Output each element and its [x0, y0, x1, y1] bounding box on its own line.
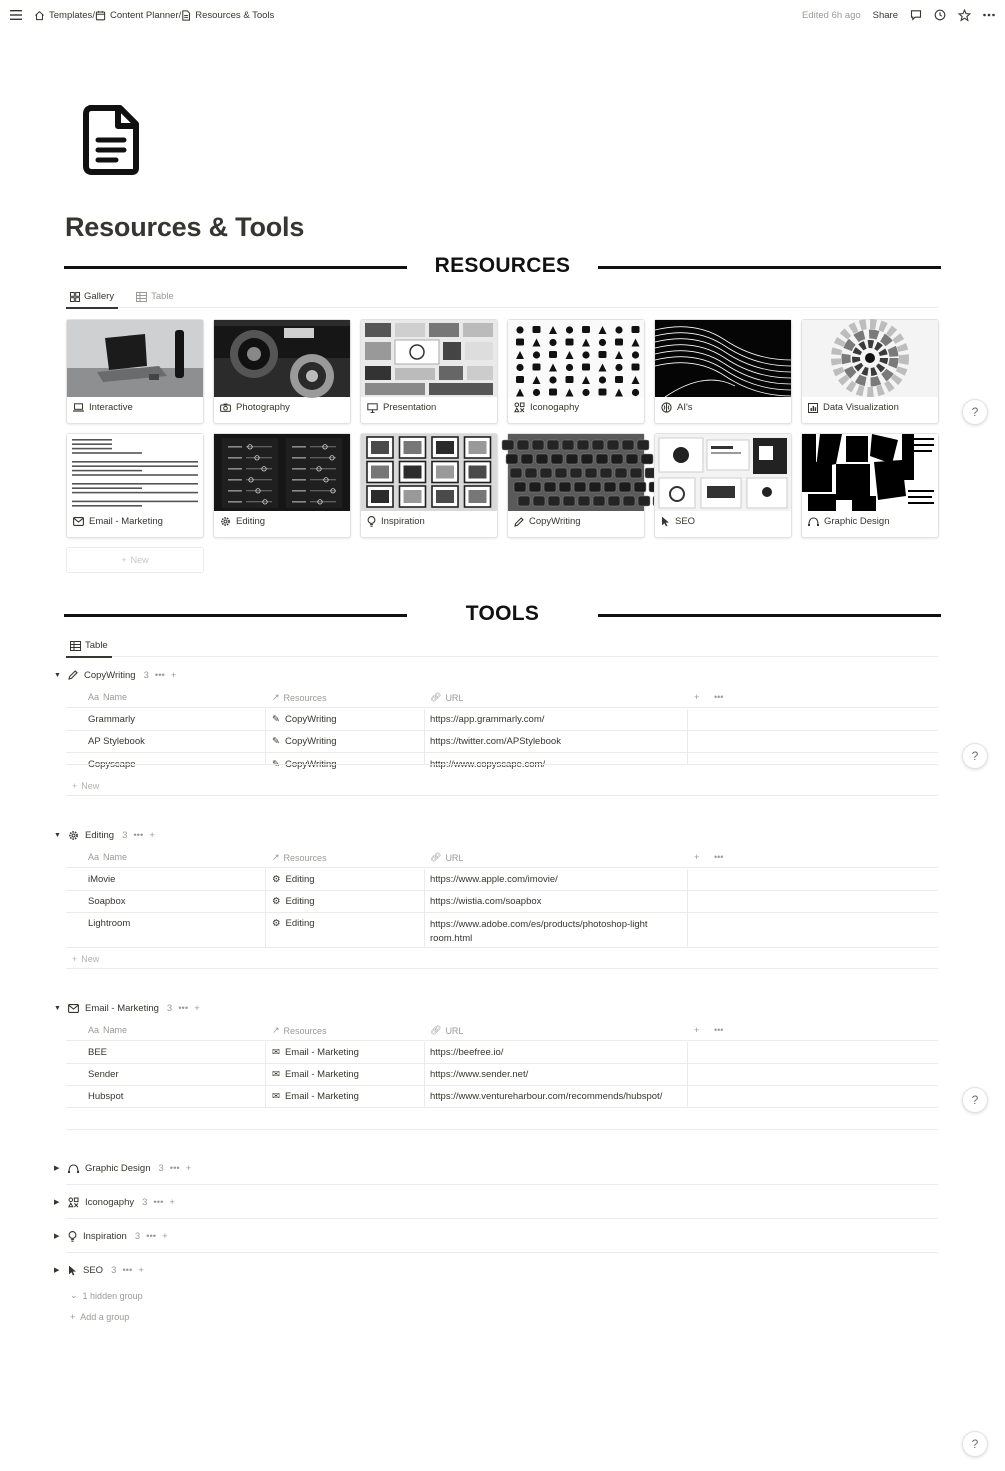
- gallery-icon: [70, 292, 80, 302]
- pencil-icon: [68, 670, 78, 680]
- relation-arrow-icon: ↗: [272, 852, 280, 862]
- column-header-row: [66, 688, 938, 708]
- plus-icon: +: [72, 780, 78, 791]
- new-label: New: [81, 780, 100, 791]
- gear-icon: [68, 830, 79, 841]
- card-label: Interactive: [89, 402, 133, 413]
- table-row[interactable]: [66, 753, 938, 764]
- edited-status: Edited 6h ago: [802, 9, 861, 21]
- group-name: Iconogaphy: [85, 1196, 135, 1208]
- group-header-iconography[interactable]: [54, 1193, 175, 1211]
- add-group-label: Add a group: [80, 1312, 130, 1322]
- card-cover-image: [802, 320, 938, 397]
- topbar-actions: [802, 0, 995, 30]
- group-name: SEO: [83, 1264, 104, 1276]
- cell-url[interactable]: https://app.grammarly.com/: [430, 714, 545, 725]
- table-icon: [70, 641, 81, 651]
- more-icon[interactable]: •••: [714, 1025, 724, 1035]
- breadcrumb-resources-tools[interactable]: [178, 9, 275, 21]
- cell-resource[interactable]: [272, 736, 337, 747]
- collapse-triangle-icon[interactable]: ▼: [54, 1004, 61, 1012]
- expand-triangle-icon[interactable]: ▶: [54, 1267, 60, 1274]
- text-property-icon: Aa: [88, 692, 100, 702]
- document-icon[interactable]: [82, 104, 142, 176]
- help-button[interactable]: ?: [962, 1431, 988, 1457]
- link-icon: 🔗︎: [430, 692, 442, 702]
- card-label: Data Visualization: [823, 402, 899, 413]
- card-label: Photography: [236, 402, 290, 413]
- bezier-icon: [808, 517, 819, 526]
- icon-grid-icon: [68, 1197, 79, 1208]
- gallery-card-graphic-design[interactable]: [801, 433, 939, 538]
- tools-view-tabs: [66, 635, 938, 657]
- add-icon[interactable]: +: [194, 1002, 200, 1014]
- divider-line: [598, 266, 941, 269]
- group-count: 3: [111, 1264, 117, 1276]
- group-header-seo[interactable]: [54, 1261, 144, 1279]
- resource-label: Email - Marketing: [284, 1047, 359, 1058]
- pencil-icon: ✎: [272, 714, 280, 725]
- collapse-triangle-icon[interactable]: ▼: [54, 831, 61, 839]
- breadcrumb: [34, 10, 274, 21]
- group-header-graphic-design[interactable]: [54, 1159, 191, 1177]
- help-button[interactable]: ?: [962, 399, 988, 425]
- cell-name[interactable]: AP Stylebook: [88, 736, 145, 747]
- column-divider: [424, 869, 425, 948]
- add-icon[interactable]: +: [169, 1196, 175, 1208]
- group-count: 3: [134, 1230, 141, 1242]
- relation-arrow-icon: ↗: [272, 692, 280, 702]
- expand-triangle-icon[interactable]: ▶: [54, 1233, 60, 1240]
- plus-icon: +: [72, 953, 78, 964]
- card-label: CopyWriting: [529, 516, 581, 527]
- column-divider: [424, 709, 425, 764]
- card-cover-image: [655, 320, 791, 397]
- mail-icon: ✉: [272, 1091, 280, 1102]
- column-divider: [265, 869, 266, 948]
- plus-icon: +: [121, 555, 127, 565]
- column-resources[interactable]: [272, 692, 327, 703]
- mail-icon: [73, 517, 84, 526]
- cell-url[interactable]: https://twitter.com/APStylebook: [430, 736, 561, 747]
- group-header-copywriting[interactable]: [54, 666, 176, 684]
- gallery-card-iconography[interactable]: [507, 319, 645, 424]
- cell-url[interactable]: https://beefree.io/: [430, 1047, 504, 1058]
- column-label: Resources: [283, 1025, 327, 1036]
- cell-url[interactable]: https://www.adobe.com/es/products/photoshop-lightroom.html: [430, 919, 648, 944]
- divider: [66, 1252, 938, 1253]
- divider: [66, 1218, 938, 1219]
- cell-resource[interactable]: [272, 714, 337, 725]
- expand-triangle-icon[interactable]: ▶: [54, 1165, 60, 1172]
- more-icon[interactable]: [983, 13, 995, 17]
- card-cover-image: [508, 320, 644, 397]
- link-icon: 🔗︎: [430, 1025, 442, 1035]
- chevron-down-icon: ⌄: [70, 1290, 78, 1300]
- gallery-card-copywriting[interactable]: [507, 433, 645, 538]
- table-row[interactable]: [66, 1042, 938, 1064]
- mail-icon: [68, 1004, 79, 1013]
- more-icon[interactable]: •••: [178, 1002, 189, 1014]
- column-divider: [265, 1042, 266, 1108]
- more-icon[interactable]: •••: [714, 692, 724, 702]
- resources-view-tabs: [66, 286, 938, 308]
- new-label: New: [81, 953, 100, 964]
- breadcrumb-templates[interactable]: [34, 10, 92, 21]
- cursor-icon: [661, 516, 670, 527]
- hidden-groups-toggle[interactable]: [70, 1290, 143, 1301]
- tab-table[interactable]: [66, 635, 112, 657]
- column-label: Name: [103, 1025, 128, 1035]
- camera-icon: [220, 403, 231, 412]
- lightbulb-icon: [367, 516, 376, 527]
- card-label: Editing: [236, 516, 266, 527]
- gear-icon: ⚙: [272, 896, 281, 907]
- column-name[interactable]: [88, 852, 127, 862]
- top-bar: [0, 0, 1005, 30]
- card-label: Email - Marketing: [89, 516, 163, 527]
- mail-icon: ✉: [272, 1047, 280, 1058]
- more-icon[interactable]: •••: [153, 1196, 164, 1208]
- card-cover-image: [214, 434, 350, 511]
- gallery-card-ais[interactable]: [654, 319, 792, 424]
- breadcrumb-label: Templates: [49, 9, 93, 21]
- group-count: 3: [142, 1196, 148, 1208]
- column-resources[interactable]: [272, 852, 327, 863]
- cell-name[interactable]: Hubspot: [88, 1091, 124, 1102]
- card-label: Presentation: [383, 402, 437, 413]
- more-icon[interactable]: •••: [122, 1264, 133, 1276]
- column-label: Name: [103, 852, 128, 862]
- cell-name[interactable]: iMovie: [88, 874, 116, 885]
- relation-arrow-icon: ↗: [272, 1025, 280, 1035]
- resource-label: CopyWriting: [284, 736, 337, 747]
- breadcrumb-separator: /: [178, 9, 182, 21]
- tools-banner: [64, 600, 941, 630]
- add-icon[interactable]: +: [185, 1162, 192, 1174]
- table-icon: [136, 292, 147, 302]
- text-property-icon: Aa: [88, 852, 100, 862]
- table-row[interactable]: [66, 731, 938, 753]
- column-label: URL: [445, 692, 464, 703]
- bezier-icon: [68, 1164, 79, 1173]
- breadcrumb-separator: /: [92, 9, 95, 21]
- cell-resource[interactable]: [272, 874, 315, 885]
- cell-name[interactable]: Soapbox: [88, 896, 126, 907]
- card-label: Iconogaphy: [530, 402, 580, 413]
- breadcrumb-content-planner[interactable]: [95, 10, 179, 21]
- column-name[interactable]: [88, 692, 127, 702]
- new-row-button[interactable]: [66, 949, 938, 969]
- tools-heading: TOOLS: [465, 602, 540, 625]
- lightbulb-icon: [68, 1231, 77, 1242]
- star-icon[interactable]: [958, 9, 971, 22]
- cell-resource[interactable]: [272, 1047, 359, 1058]
- column-header-row: [66, 848, 938, 868]
- column-header-row: [66, 1021, 938, 1041]
- add-icon[interactable]: +: [162, 1230, 168, 1242]
- tab-label: Table: [85, 640, 108, 651]
- gallery-card-presentation[interactable]: [360, 319, 498, 424]
- calendar-icon: [95, 10, 106, 21]
- gallery-card-email-marketing[interactable]: [66, 433, 204, 538]
- cell-resource[interactable]: [272, 1069, 359, 1080]
- resource-label: Editing: [285, 896, 315, 907]
- gear-icon: [220, 516, 231, 527]
- gear-icon: ⚙: [272, 874, 281, 885]
- cursor-icon: [68, 1265, 77, 1276]
- gear-icon: ⚙: [272, 918, 281, 929]
- icon-grid-icon: [514, 402, 525, 413]
- table-row[interactable]: [66, 709, 938, 731]
- new-row-button[interactable]: [66, 776, 938, 796]
- add-group-button[interactable]: [70, 1312, 129, 1322]
- group-count: 3: [143, 669, 149, 681]
- new-card-button[interactable]: [66, 547, 204, 573]
- column-url[interactable]: [430, 852, 463, 863]
- cell-url[interactable]: https://wistia.com/soapbox: [430, 896, 542, 907]
- resource-label: Editing: [285, 918, 315, 929]
- column-resources[interactable]: [272, 1025, 327, 1036]
- resource-label: Email - Marketing: [284, 1091, 359, 1102]
- laptop-icon: [73, 403, 84, 412]
- add-column-button[interactable]: +: [694, 852, 700, 862]
- group-name: Editing: [85, 829, 115, 841]
- group-header-editing[interactable]: [54, 826, 155, 844]
- column-divider: [424, 1042, 425, 1108]
- table-row[interactable]: [66, 891, 938, 913]
- group-name: Email - Marketing: [85, 1002, 159, 1014]
- add-column-button[interactable]: +: [694, 1025, 700, 1035]
- card-cover-image: [802, 434, 938, 511]
- cell-resource[interactable]: [272, 918, 315, 929]
- gallery-card-photography[interactable]: [213, 319, 351, 424]
- breadcrumb-label: Resources & Tools: [195, 9, 275, 21]
- tab-table[interactable]: [132, 286, 178, 308]
- card-label: Graphic Design: [824, 516, 890, 527]
- more-icon[interactable]: •••: [169, 1162, 180, 1174]
- gallery-card-data-visualization[interactable]: [801, 319, 939, 424]
- divider: [66, 1184, 938, 1185]
- card-label: AI's: [677, 402, 693, 413]
- pencil-icon: ✎: [272, 736, 280, 747]
- gallery-card-seo[interactable]: [654, 433, 792, 538]
- resource-label: Email - Marketing: [284, 1069, 359, 1080]
- cell-name[interactable]: Grammarly: [88, 714, 135, 725]
- resource-label: CopyWriting: [284, 714, 337, 725]
- card-cover-image: [361, 320, 497, 397]
- column-name[interactable]: [88, 1025, 127, 1035]
- more-icon[interactable]: •••: [133, 829, 144, 841]
- more-icon[interactable]: •••: [146, 1230, 157, 1242]
- card-cover-image: [67, 434, 203, 511]
- gallery-card-interactive[interactable]: [66, 319, 204, 424]
- column-divider: [265, 709, 266, 764]
- expand-triangle-icon[interactable]: ▶: [54, 1199, 60, 1206]
- column-label: URL: [445, 1025, 464, 1036]
- divider: [66, 1129, 938, 1130]
- card-cover-image: [67, 320, 203, 397]
- group-header-email-marketing[interactable]: [54, 999, 200, 1017]
- gallery-card-inspiration[interactable]: [360, 433, 498, 538]
- column-label: URL: [445, 852, 464, 863]
- column-divider: [687, 709, 688, 764]
- resource-label: Editing: [285, 874, 315, 885]
- card-label: Inspiration: [381, 516, 425, 527]
- presentation-icon: [367, 403, 378, 413]
- group-name: Graphic Design: [85, 1162, 151, 1174]
- group-count: 3: [158, 1162, 164, 1174]
- card-cover-image: [655, 434, 791, 511]
- cell-url[interactable]: https://www.ventureharbour.com/recommends/hubspot/: [430, 1091, 663, 1102]
- help-button[interactable]: ?: [962, 743, 988, 769]
- hidden-groups-label: 1 hidden group: [82, 1290, 143, 1301]
- divider: [66, 764, 938, 765]
- mail-icon: ✉: [272, 1069, 280, 1080]
- column-divider: [687, 1042, 688, 1108]
- share-button[interactable]: Share: [872, 9, 898, 21]
- link-icon: 🔗︎: [430, 852, 442, 862]
- cell-name[interactable]: Sender: [88, 1069, 119, 1080]
- card-label: SEO: [675, 516, 696, 527]
- group-count: 3: [166, 1002, 173, 1014]
- collapse-triangle-icon[interactable]: ▼: [54, 671, 61, 679]
- tab-gallery[interactable]: [66, 286, 118, 308]
- tab-label: Table: [151, 291, 174, 302]
- comment-icon[interactable]: [910, 9, 922, 21]
- document-icon: [178, 9, 191, 21]
- group-name: Inspiration: [83, 1230, 127, 1242]
- resources-banner: [64, 252, 941, 282]
- column-url[interactable]: [430, 1025, 463, 1036]
- resources-heading: RESOURCES: [434, 254, 571, 277]
- pencil-icon: [514, 517, 524, 527]
- table-row[interactable]: [66, 913, 938, 948]
- group-header-inspiration[interactable]: [54, 1227, 168, 1245]
- card-cover-image: [361, 434, 497, 511]
- cell-url[interactable]: https://www.apple.com/imovie/: [430, 874, 558, 885]
- tab-label: Gallery: [84, 291, 115, 302]
- cell-name[interactable]: Lightroom: [88, 918, 131, 929]
- chart-icon: [808, 403, 818, 413]
- cell-name[interactable]: BEE: [88, 1047, 108, 1058]
- breadcrumb-label: Content Planner: [109, 9, 179, 21]
- table-row[interactable]: [66, 1086, 938, 1108]
- page-title: Resources & Tools: [65, 212, 305, 242]
- table-row[interactable]: [66, 869, 938, 891]
- column-divider: [687, 869, 688, 948]
- home-icon: [34, 10, 45, 21]
- add-column-button[interactable]: +: [694, 692, 700, 702]
- column-url[interactable]: [430, 692, 463, 703]
- table-row[interactable]: [66, 1064, 938, 1086]
- add-icon[interactable]: +: [138, 1264, 144, 1276]
- help-button[interactable]: ?: [962, 1087, 988, 1113]
- card-cover-image: [214, 320, 350, 397]
- group-name: CopyWriting: [84, 669, 136, 681]
- column-label: Name: [103, 692, 128, 702]
- plus-icon: +: [70, 1312, 76, 1322]
- new-label: New: [130, 555, 149, 565]
- card-cover-image: [508, 434, 644, 511]
- gallery-card-editing[interactable]: [213, 433, 351, 538]
- more-icon[interactable]: •••: [154, 669, 165, 681]
- group-count: 3: [122, 829, 128, 841]
- text-property-icon: Aa: [88, 1025, 100, 1035]
- more-icon[interactable]: •••: [714, 852, 724, 862]
- cell-resource[interactable]: [272, 1091, 359, 1102]
- menu-icon[interactable]: [8, 7, 24, 23]
- cell-resource[interactable]: [272, 896, 315, 907]
- column-label: Resources: [283, 852, 327, 863]
- column-label: Resources: [283, 692, 327, 703]
- brain-icon: [661, 402, 672, 413]
- cell-url[interactable]: https://www.sender.net/: [430, 1069, 529, 1080]
- divider-line: [598, 614, 941, 617]
- add-icon[interactable]: +: [149, 829, 155, 841]
- clock-icon[interactable]: [934, 9, 946, 21]
- add-icon[interactable]: +: [170, 669, 177, 681]
